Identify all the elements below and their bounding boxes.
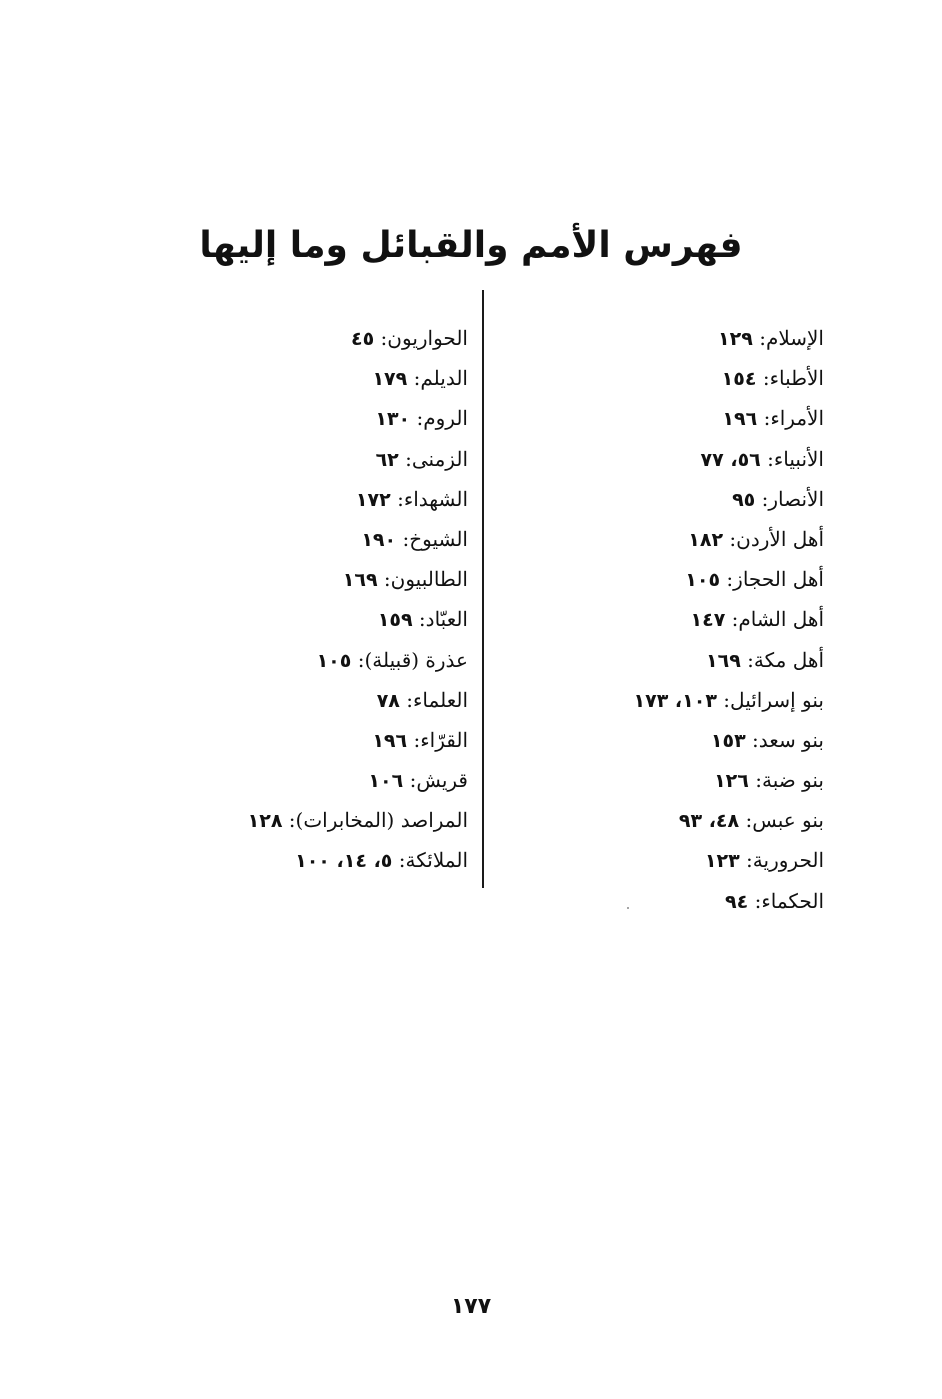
entry-separator: : — [759, 326, 766, 350]
entry-separator: : — [357, 647, 365, 672]
entry-pages: ١٠٥ — [685, 569, 721, 592]
paper-speck — [627, 907, 629, 909]
entry-term: الشهداء — [403, 486, 468, 511]
entry-pages: ١٥٣ — [710, 729, 746, 752]
entry-separator: : — [754, 888, 762, 913]
entry-term: الحرورية — [752, 848, 824, 873]
entry-pages: ١٠٣، ١٧٣ — [633, 689, 717, 712]
index-entry — [208, 680, 468, 720]
entry-pages: ١٩٠ — [361, 528, 397, 551]
index-entry — [208, 599, 468, 639]
entry-term: أهل مكة — [753, 647, 824, 672]
entry-term: بنو عبس — [752, 808, 824, 833]
entry-separator: : — [762, 366, 770, 391]
entry-term: قريش — [416, 768, 468, 793]
entry-separator: : — [405, 446, 412, 471]
index-entry — [208, 640, 468, 680]
index-entry — [208, 559, 468, 599]
entry-pages: ١٩٦ — [372, 729, 408, 752]
entry-separator: : — [767, 446, 774, 471]
entry-separator: : — [761, 486, 769, 511]
entry-pages: ٤٨، ٩٣ — [678, 810, 740, 833]
entry-pages: ١٤٧ — [690, 609, 726, 632]
index-entry — [494, 439, 824, 479]
index-entry — [208, 840, 468, 880]
page-number: ١٧٧ — [450, 1294, 492, 1319]
entry-separator: : — [755, 768, 762, 793]
entry-term: الديلم — [420, 366, 468, 391]
index-entry — [208, 358, 468, 398]
entry-separator: : — [752, 727, 759, 752]
entry-pages: ١٢٦ — [714, 770, 749, 793]
entry-pages: ٩٥ — [732, 488, 756, 511]
index-entry — [494, 680, 824, 720]
entry-term: بنو ضبة — [761, 768, 824, 793]
entry-term: بنو سعد — [758, 727, 824, 752]
entry-term: الملائكة — [405, 848, 468, 873]
entry-pages: ١٦٩ — [706, 649, 741, 672]
index-entry — [494, 881, 824, 921]
entry-pages: ١٩٦ — [722, 408, 758, 431]
entry-separator: : — [416, 406, 424, 431]
entry-separator: : — [402, 526, 410, 551]
index-entry — [494, 318, 824, 358]
entry-separator: : — [726, 567, 734, 592]
entry-separator: : — [288, 808, 296, 833]
entry-separator: : — [406, 687, 414, 712]
index-entry — [208, 318, 468, 358]
index-entry — [494, 479, 824, 519]
entry-term: الأنصار — [768, 486, 824, 511]
entry-pages: ١٨٢ — [688, 528, 724, 551]
entry-term: العبّاد — [425, 607, 468, 632]
entry-term: الإسلام — [765, 326, 824, 350]
entry-pages: ٧٨ — [376, 689, 400, 712]
index-entry — [208, 398, 468, 438]
entry-term: الزمنى — [411, 446, 468, 471]
page-title: فهرس الأمم والقبائل وما إليها — [199, 225, 743, 266]
entry-separator: : — [398, 848, 406, 873]
index-entry — [494, 840, 824, 880]
entry-term: الروم — [423, 406, 468, 431]
index-entry — [494, 358, 824, 398]
entry-pages: ١٣٠ — [375, 408, 411, 431]
entry-separator: : — [745, 808, 753, 833]
column-divider — [482, 290, 484, 888]
entry-term: بنو إسرائيل — [730, 687, 824, 712]
index-entry — [494, 760, 824, 800]
entry-pages: ٥، ١٤، ١٠٠ — [295, 850, 393, 873]
entry-separator: : — [383, 567, 391, 592]
index-entry — [494, 398, 824, 438]
index-entry — [494, 800, 824, 840]
entry-separator: : — [413, 727, 421, 752]
entry-pages: ١٧٢ — [355, 488, 391, 511]
entry-pages: ٤٥ — [350, 328, 375, 350]
index-entry — [494, 720, 824, 760]
entry-pages: ١٦٩ — [342, 569, 378, 592]
entry-pages: ٩٤ — [725, 890, 749, 913]
entry-term: أهل الشام — [738, 607, 824, 632]
entry-pages: ١٢٣ — [704, 850, 740, 873]
index-entry — [208, 519, 468, 559]
index-entry — [208, 439, 468, 479]
entry-pages: ١٠٦ — [368, 770, 404, 793]
entry-separator: : — [397, 486, 404, 511]
entry-term: أهل الحجاز — [733, 567, 824, 592]
entry-pages: ١٠٥ — [316, 649, 352, 672]
entry-separator: : — [731, 607, 739, 632]
entry-term: الشيوخ — [409, 526, 468, 551]
entry-separator: : — [746, 848, 753, 873]
index-entry — [208, 760, 468, 800]
entry-term: الأنبياء — [773, 446, 824, 471]
entry-separator: : — [380, 326, 388, 350]
entry-term: المراصد (المخابرات) — [295, 808, 468, 833]
entry-pages: ٦٢ — [375, 448, 399, 471]
entry-pages: ١٢٨ — [247, 810, 283, 833]
index-entry — [494, 519, 824, 559]
entry-pages: ١٢٩ — [718, 328, 753, 350]
entry-term: الحواريون — [387, 326, 468, 350]
entry-pages: ١٥٤ — [721, 368, 757, 391]
entry-separator: : — [747, 647, 754, 672]
entry-pages: ١٧٩ — [372, 368, 408, 391]
entry-term: الطالبيون — [390, 567, 468, 592]
entry-term: القرّاء — [420, 727, 468, 752]
entry-separator: : — [413, 366, 421, 391]
entry-term: العلماء — [413, 687, 468, 712]
index-column-left — [208, 318, 468, 881]
index-entry — [494, 599, 824, 639]
entry-pages: ١٥٩ — [377, 609, 413, 632]
entry-separator: : — [763, 406, 771, 431]
entry-term: الأطباء — [769, 366, 824, 391]
index-column-right — [494, 318, 824, 921]
entry-term: عذرة (قبيلة) — [364, 647, 468, 672]
index-entry — [208, 800, 468, 840]
entry-separator: : — [418, 607, 426, 632]
index-entry — [208, 720, 468, 760]
entry-pages: ٥٦، ٧٧ — [700, 448, 761, 471]
entry-term: أهل الأردن — [736, 526, 824, 551]
entry-separator: : — [409, 768, 417, 793]
index-entry — [208, 479, 468, 519]
entry-term: الأمراء — [770, 406, 824, 431]
entry-separator: : — [729, 526, 737, 551]
index-entry — [494, 559, 824, 599]
entry-term: الحكماء — [761, 888, 824, 913]
index-entry — [494, 640, 824, 680]
entry-separator: : — [723, 687, 731, 712]
